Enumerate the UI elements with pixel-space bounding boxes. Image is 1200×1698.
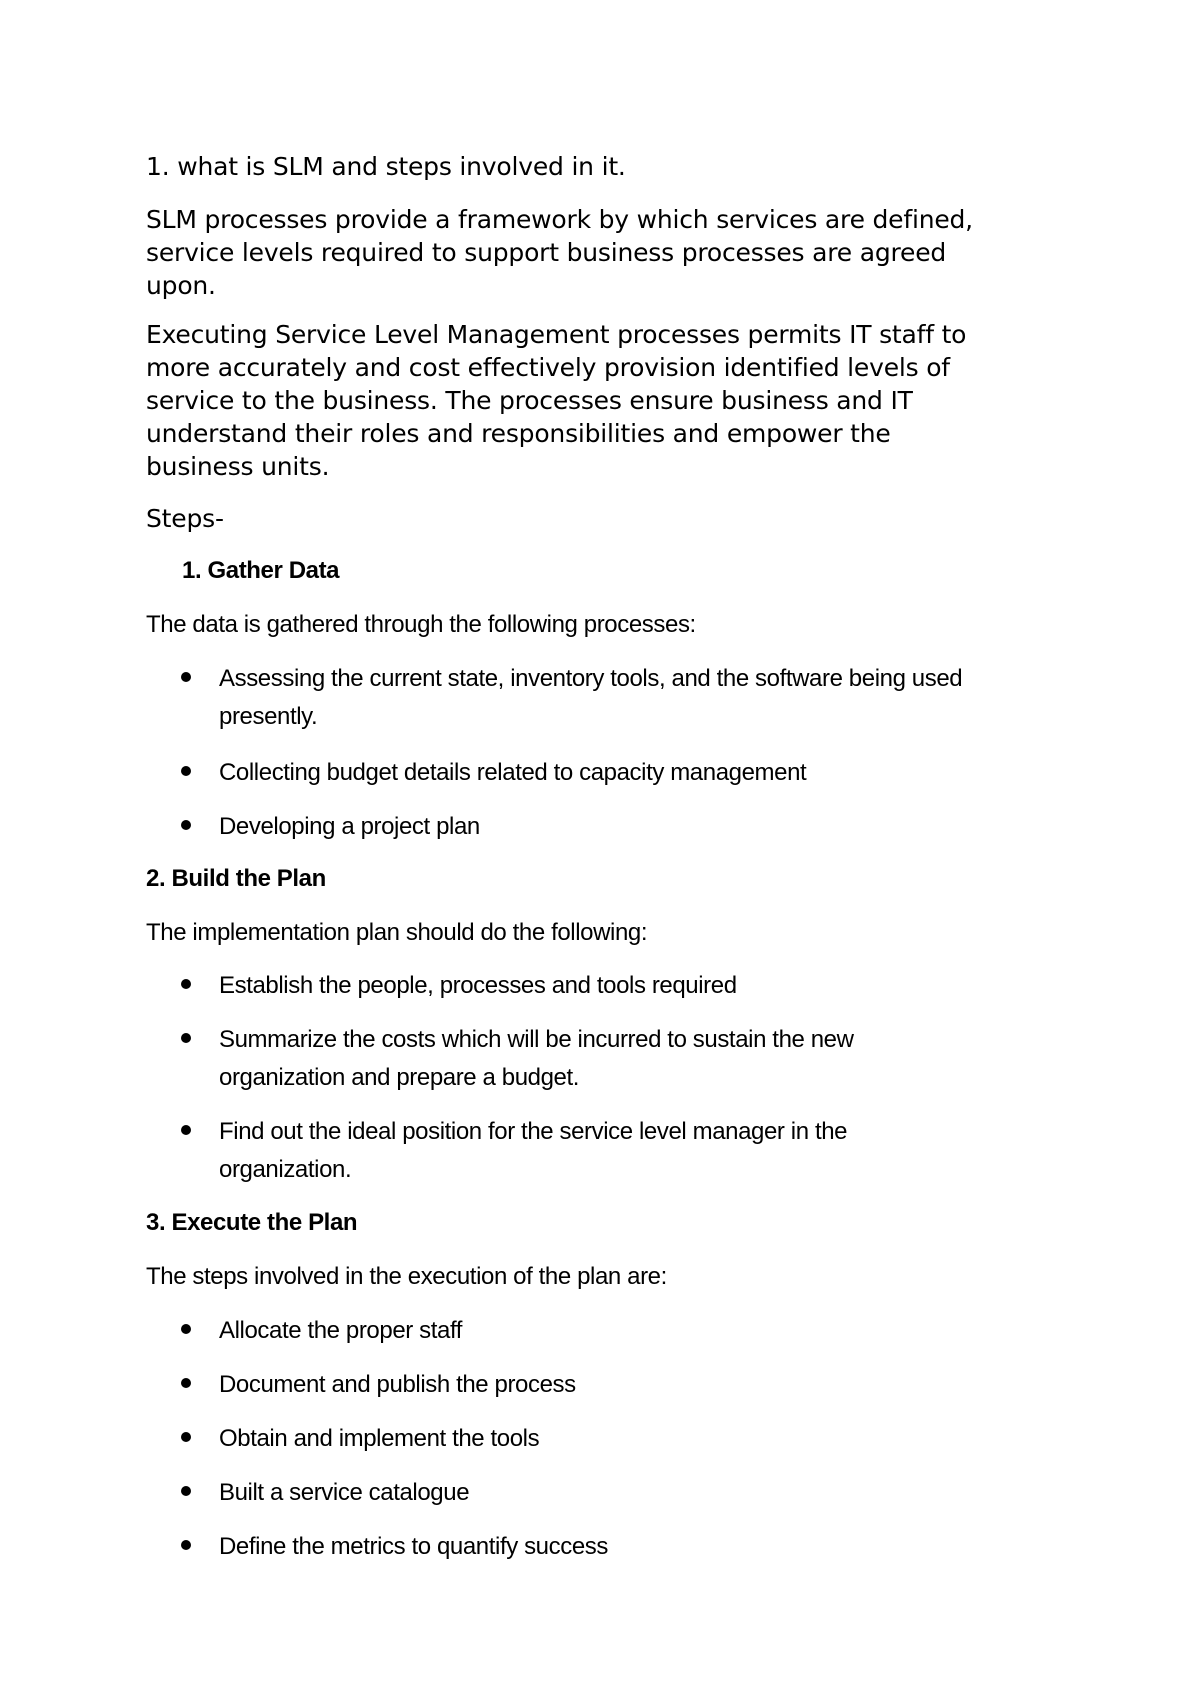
bullet-dot xyxy=(181,1324,191,1334)
bullet-text: Summarize the costs which will be incurred to sustain the new xyxy=(219,1026,854,1053)
exec-line: Executing Service Level Management processes permits IT staff to xyxy=(146,320,967,349)
bullet-text: organization and prepare a budget. xyxy=(219,1064,580,1091)
section-intro: The data is gathered through the following processes: xyxy=(146,611,696,638)
bullet-text: Find out the ideal position for the service level manager in the xyxy=(219,1118,848,1145)
bullet-dot xyxy=(181,1486,191,1496)
bullet-text: Document and publish the process xyxy=(219,1371,576,1398)
bullet-text: Allocate the proper staff xyxy=(219,1317,463,1344)
bullet-text: Establish the people, processes and tools required xyxy=(219,972,737,999)
section-intro: The steps involved in the execution of the plan are: xyxy=(146,1263,667,1290)
intro-line: upon. xyxy=(146,271,216,300)
bullet-text: organization. xyxy=(219,1156,352,1183)
bullet-text: Obtain and implement the tools xyxy=(219,1425,540,1452)
bullet-text: Collecting budget details related to capacity management xyxy=(219,759,807,786)
bullet-text: presently. xyxy=(219,703,318,730)
bullet-text: Assessing the current state, inventory tools, and the software being used xyxy=(219,665,963,692)
section-heading: 2. Build the Plan xyxy=(146,865,326,892)
steps-label: Steps- xyxy=(146,504,224,533)
bullet-text: Developing a project plan xyxy=(219,813,480,840)
bullet-dot xyxy=(181,820,191,830)
exec-line: service to the business. The processes ensure business and IT xyxy=(146,386,913,415)
bullet-dot xyxy=(181,1033,191,1043)
section-heading: 3. Execute the Plan xyxy=(146,1209,358,1236)
bullet-dot xyxy=(181,1378,191,1388)
bullet-dot xyxy=(181,1540,191,1550)
bullet-text: Built a service catalogue xyxy=(219,1479,470,1506)
bullet-dot xyxy=(181,672,191,682)
intro-line: service levels required to support business processes are agreed xyxy=(146,238,947,267)
question-heading: 1. what is SLM and steps involved in it. xyxy=(146,152,626,181)
exec-line: more accurately and cost effectively provision identified levels of xyxy=(146,353,950,382)
section-intro: The implementation plan should do the following: xyxy=(146,919,648,946)
bullet-text: Define the metrics to quantify success xyxy=(219,1533,608,1560)
bullet-dot xyxy=(181,1432,191,1442)
exec-line: understand their roles and responsibilities and empower the xyxy=(146,419,891,448)
exec-line: business units. xyxy=(146,452,330,481)
intro-line: SLM processes provide a framework by which services are defined, xyxy=(146,205,973,234)
bullet-dot xyxy=(181,766,191,776)
bullet-dot xyxy=(181,1125,191,1135)
bullet-dot xyxy=(181,979,191,989)
section-heading: 1. Gather Data xyxy=(182,557,340,584)
